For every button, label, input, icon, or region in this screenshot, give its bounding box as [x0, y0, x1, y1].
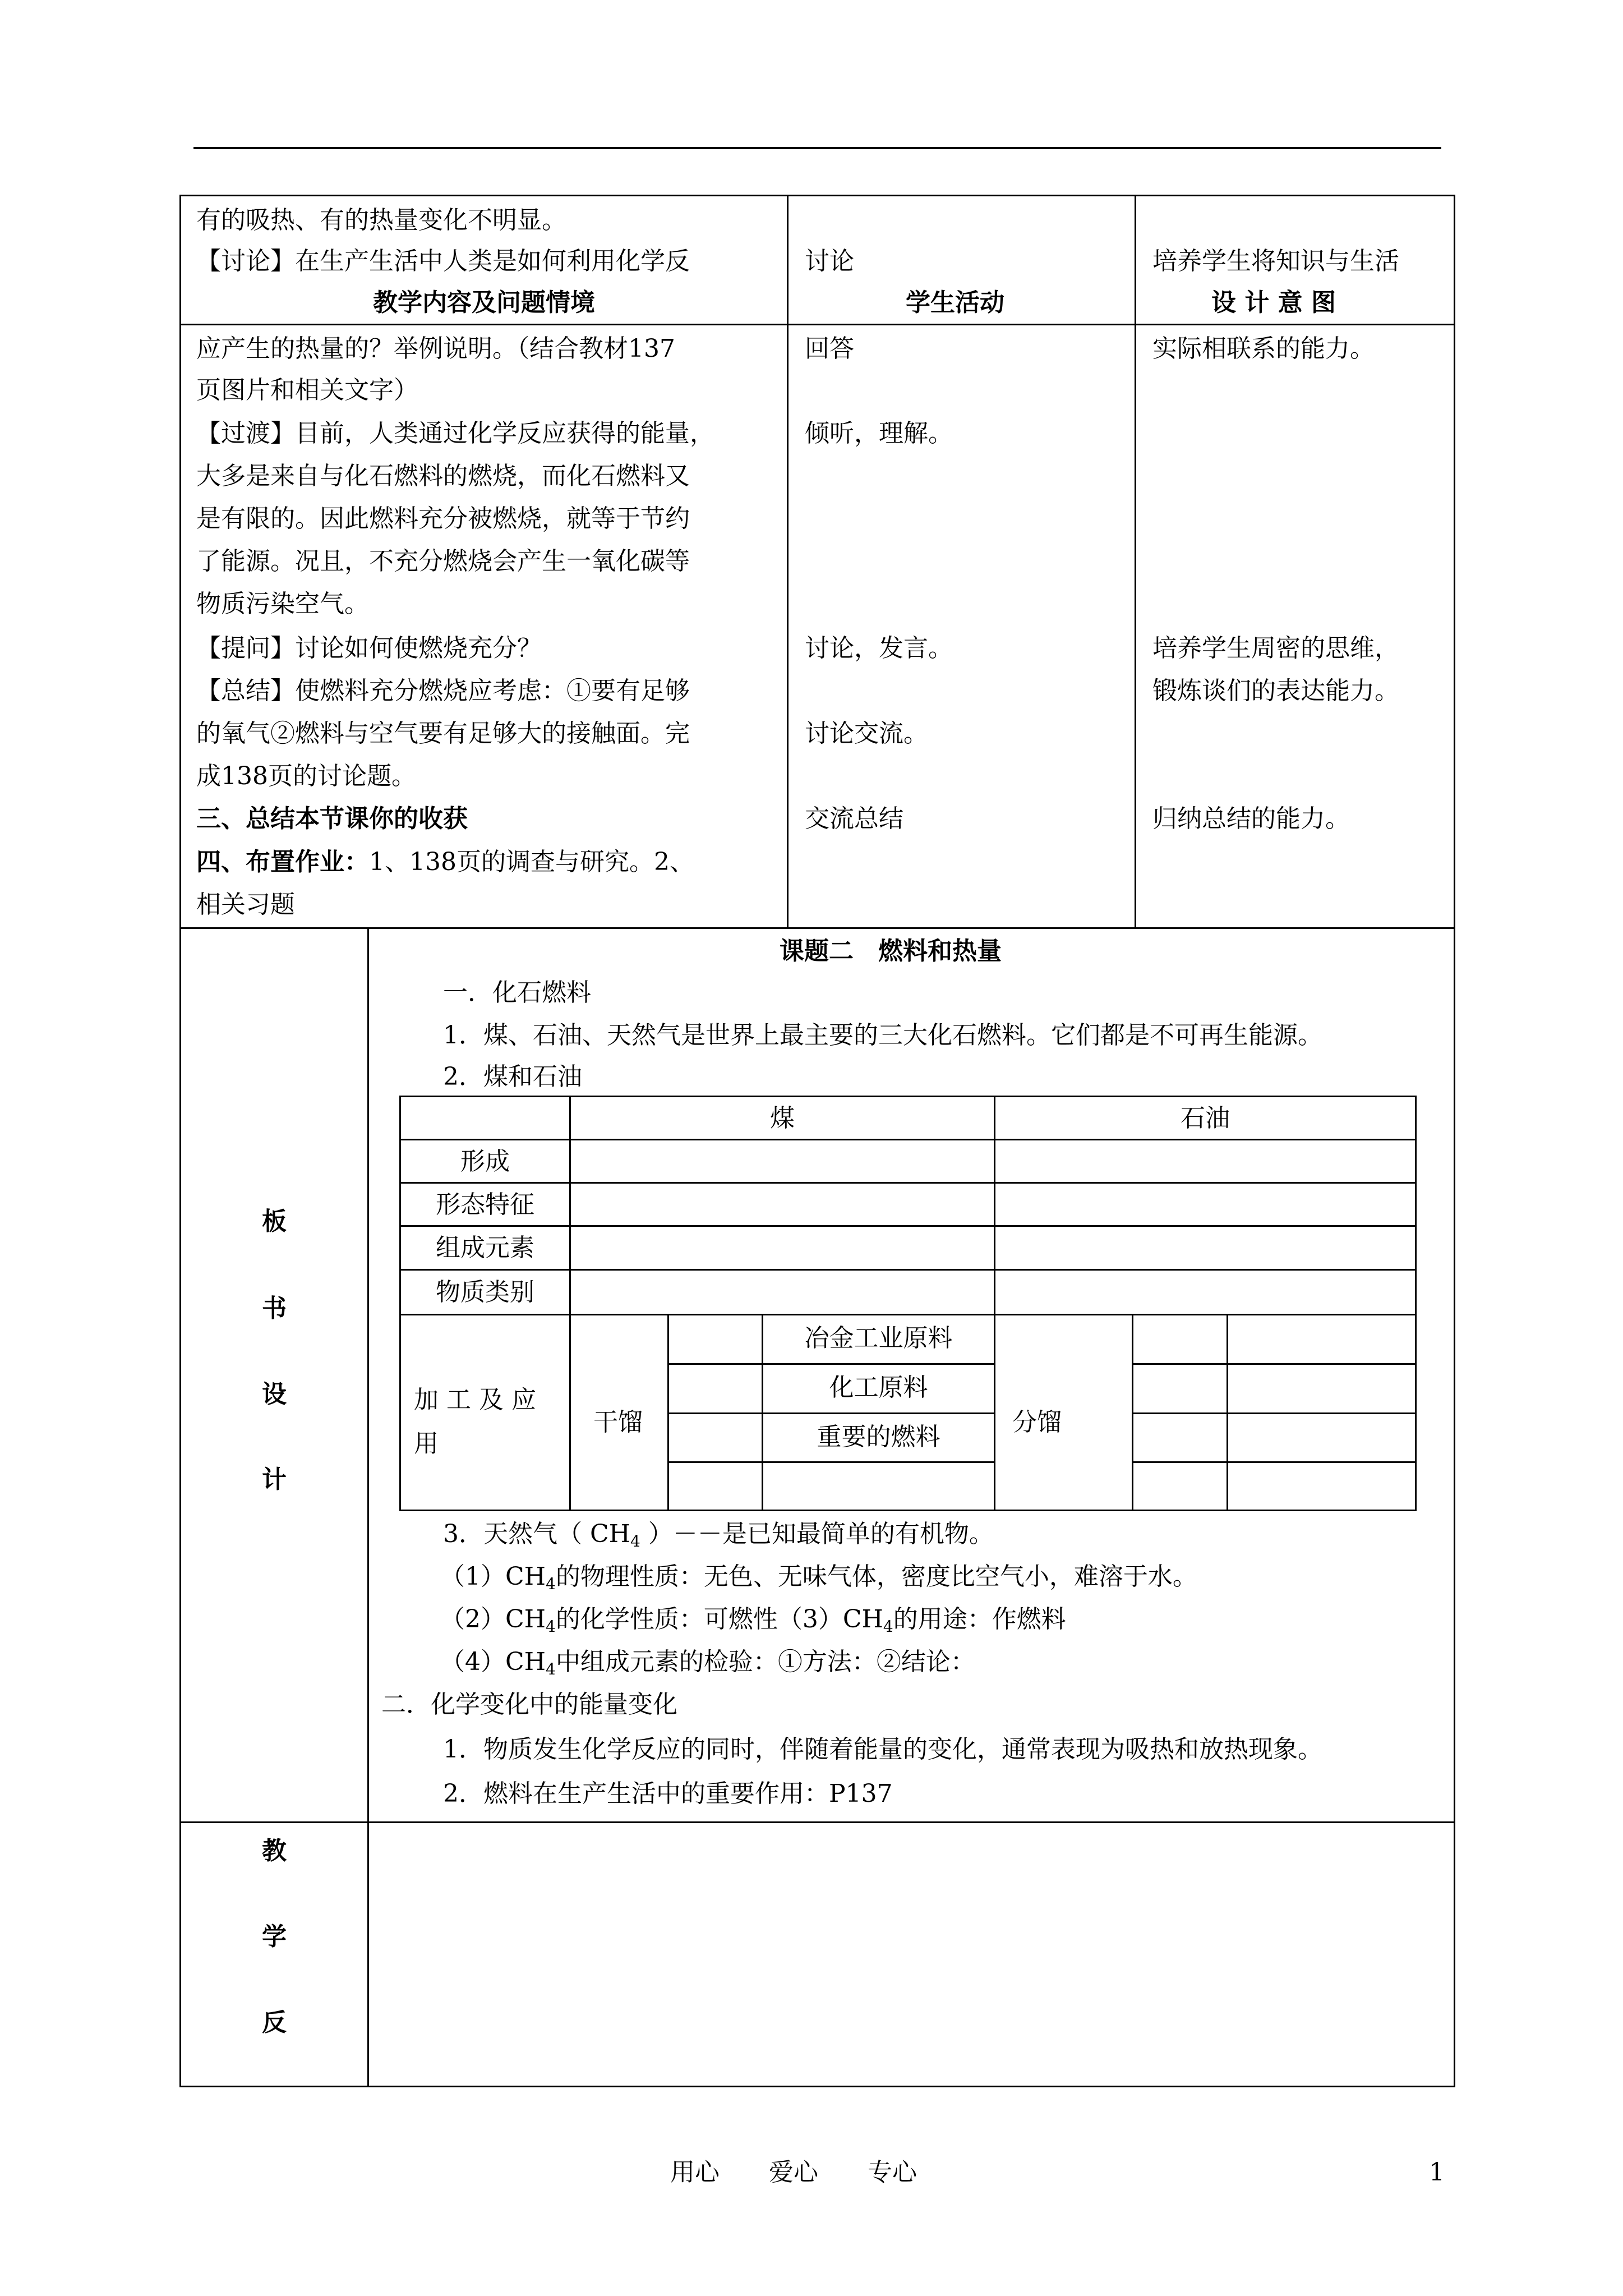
content-line: 了能源。况且，不充分燃烧会产生一氧化碳等	[196, 547, 690, 576]
content-line: 【讨论】在生产生活中人类是如何利用化学反	[196, 247, 690, 275]
content-line: 页图片和相关文字）	[196, 376, 418, 404]
board-label-char: 书	[262, 1294, 287, 1323]
content-line: 【总结】使燃料充分燃烧应考虑：①要有足够	[196, 677, 690, 705]
intent-text: 培养学生将知识与生活	[1152, 247, 1399, 275]
activity-text: 交流总结	[805, 804, 903, 833]
row-label: 形成	[460, 1147, 510, 1176]
ch4-test: $(4)CH_4$中组成元素的检验：①方法：②结论：	[440, 1648, 975, 1678]
intent-text: 归纳总结的能力。	[1152, 804, 1350, 833]
homework-label: 四、布置作业：	[196, 848, 369, 876]
content-line: 的氧气②燃料与空气要有足够大的接触面。完	[196, 719, 690, 748]
page-number: 1	[1429, 2158, 1445, 2187]
content-line: 大多是来自与化石燃料的燃烧，而化石燃料又	[196, 462, 690, 490]
section-summary: 三、总结本节课你的收获	[196, 804, 468, 833]
col-coal: 煤	[770, 1104, 795, 1133]
header-rule	[193, 147, 1441, 149]
activity-text: 倾听，理解。	[805, 419, 953, 448]
coal-product: 化工原料	[829, 1373, 928, 1402]
board-point-2: 2．煤和石油	[443, 1062, 582, 1091]
content-line: 物质污染空气。	[196, 590, 369, 618]
board-point-energy-1: 1．物质发生化学反应的同时，伴随着能量的变化，通常表现为吸热和放热现象。	[443, 1735, 1322, 1764]
ch4-chemical: $(2)CH_4$的化学性质：可燃性$(3)CH_4$的用途：作燃料	[440, 1605, 1066, 1636]
board-section-2: 二．化学变化中的能量变化	[381, 1690, 677, 1719]
process-label: 加 工 及 应	[414, 1386, 536, 1414]
column-header-content: 教学内容及问题情境	[373, 288, 595, 317]
content-line: 有的吸热、有的热量变化不明显。	[196, 206, 566, 234]
col-oil: 石油	[1181, 1104, 1230, 1133]
homework-text: 1、138页的调查与研究。2、	[369, 848, 694, 876]
board-title: 课题二 燃料和热量	[780, 937, 1002, 965]
intent-text: 锻炼谈们的表达能力。	[1152, 677, 1399, 705]
board-point-energy-2: 2．燃料在生产生活中的重要作用：P137	[443, 1779, 893, 1808]
activity-text: 讨论	[805, 247, 854, 275]
column-header-intent: 设 计 意 图	[1211, 288, 1336, 317]
board-point-1: 1．煤、石油、天然气是世界上最主要的三大化石燃料。它们都是不可再生能源。	[443, 1021, 1322, 1050]
activity-text: 讨论交流。	[805, 719, 928, 748]
column-header-activity: 学生活动	[906, 288, 1004, 317]
board-label-char: 板	[262, 1207, 287, 1236]
row-label: 物质类别	[436, 1278, 534, 1306]
intent-text: 实际相联系的能力。	[1152, 334, 1375, 363]
coal-method: 干馏	[593, 1408, 643, 1437]
activity-text: 讨论，发言。	[805, 634, 953, 662]
board-label-char: 计	[262, 1465, 287, 1494]
coal-product: 冶金工业原料	[804, 1324, 953, 1352]
homework-line	[196, 841, 694, 884]
reflect-label-char: 教	[262, 1837, 287, 1865]
board-section-1: 一．化石燃料	[443, 978, 591, 1007]
ch4-physical: $(1)CH_4$的物理性质：无色、无味气体，密度比空气小，难溶于水。	[440, 1562, 1197, 1593]
row-label: 形态特征	[436, 1190, 534, 1219]
content-line: 应产生的热量的？举例说明。（结合教材137	[196, 334, 675, 363]
content-line: 成138页的讨论题。	[196, 762, 416, 790]
reflect-label-char: 学	[262, 1922, 287, 1951]
oil-method: 分馏	[1012, 1408, 1062, 1437]
content-line: 【过渡】目前，人类通过化学反应获得的能量，	[196, 419, 714, 448]
content-line: 相关习题	[196, 890, 295, 919]
row-label: 组成元素	[436, 1234, 534, 1262]
footer-motto: 用心 爱心 专心	[670, 2158, 917, 2187]
intent-text: 培养学生周密的思维，	[1152, 634, 1399, 662]
reflect-label-char: 反	[262, 2008, 287, 2037]
board-label-char: 设	[262, 1380, 287, 1409]
activity-text: 回答	[805, 334, 854, 363]
process-label: 用	[414, 1429, 439, 1458]
board-point-3: 3．天然气（ $CH_4$ ）－－是已知最简单的有机物。	[443, 1520, 994, 1550]
coal-product: 重要的燃料	[817, 1423, 940, 1451]
content-line: 【提问】讨论如何使燃烧充分？	[196, 634, 542, 662]
content-line: 是有限的。因此燃料充分被燃烧，就等于节约	[196, 504, 690, 533]
